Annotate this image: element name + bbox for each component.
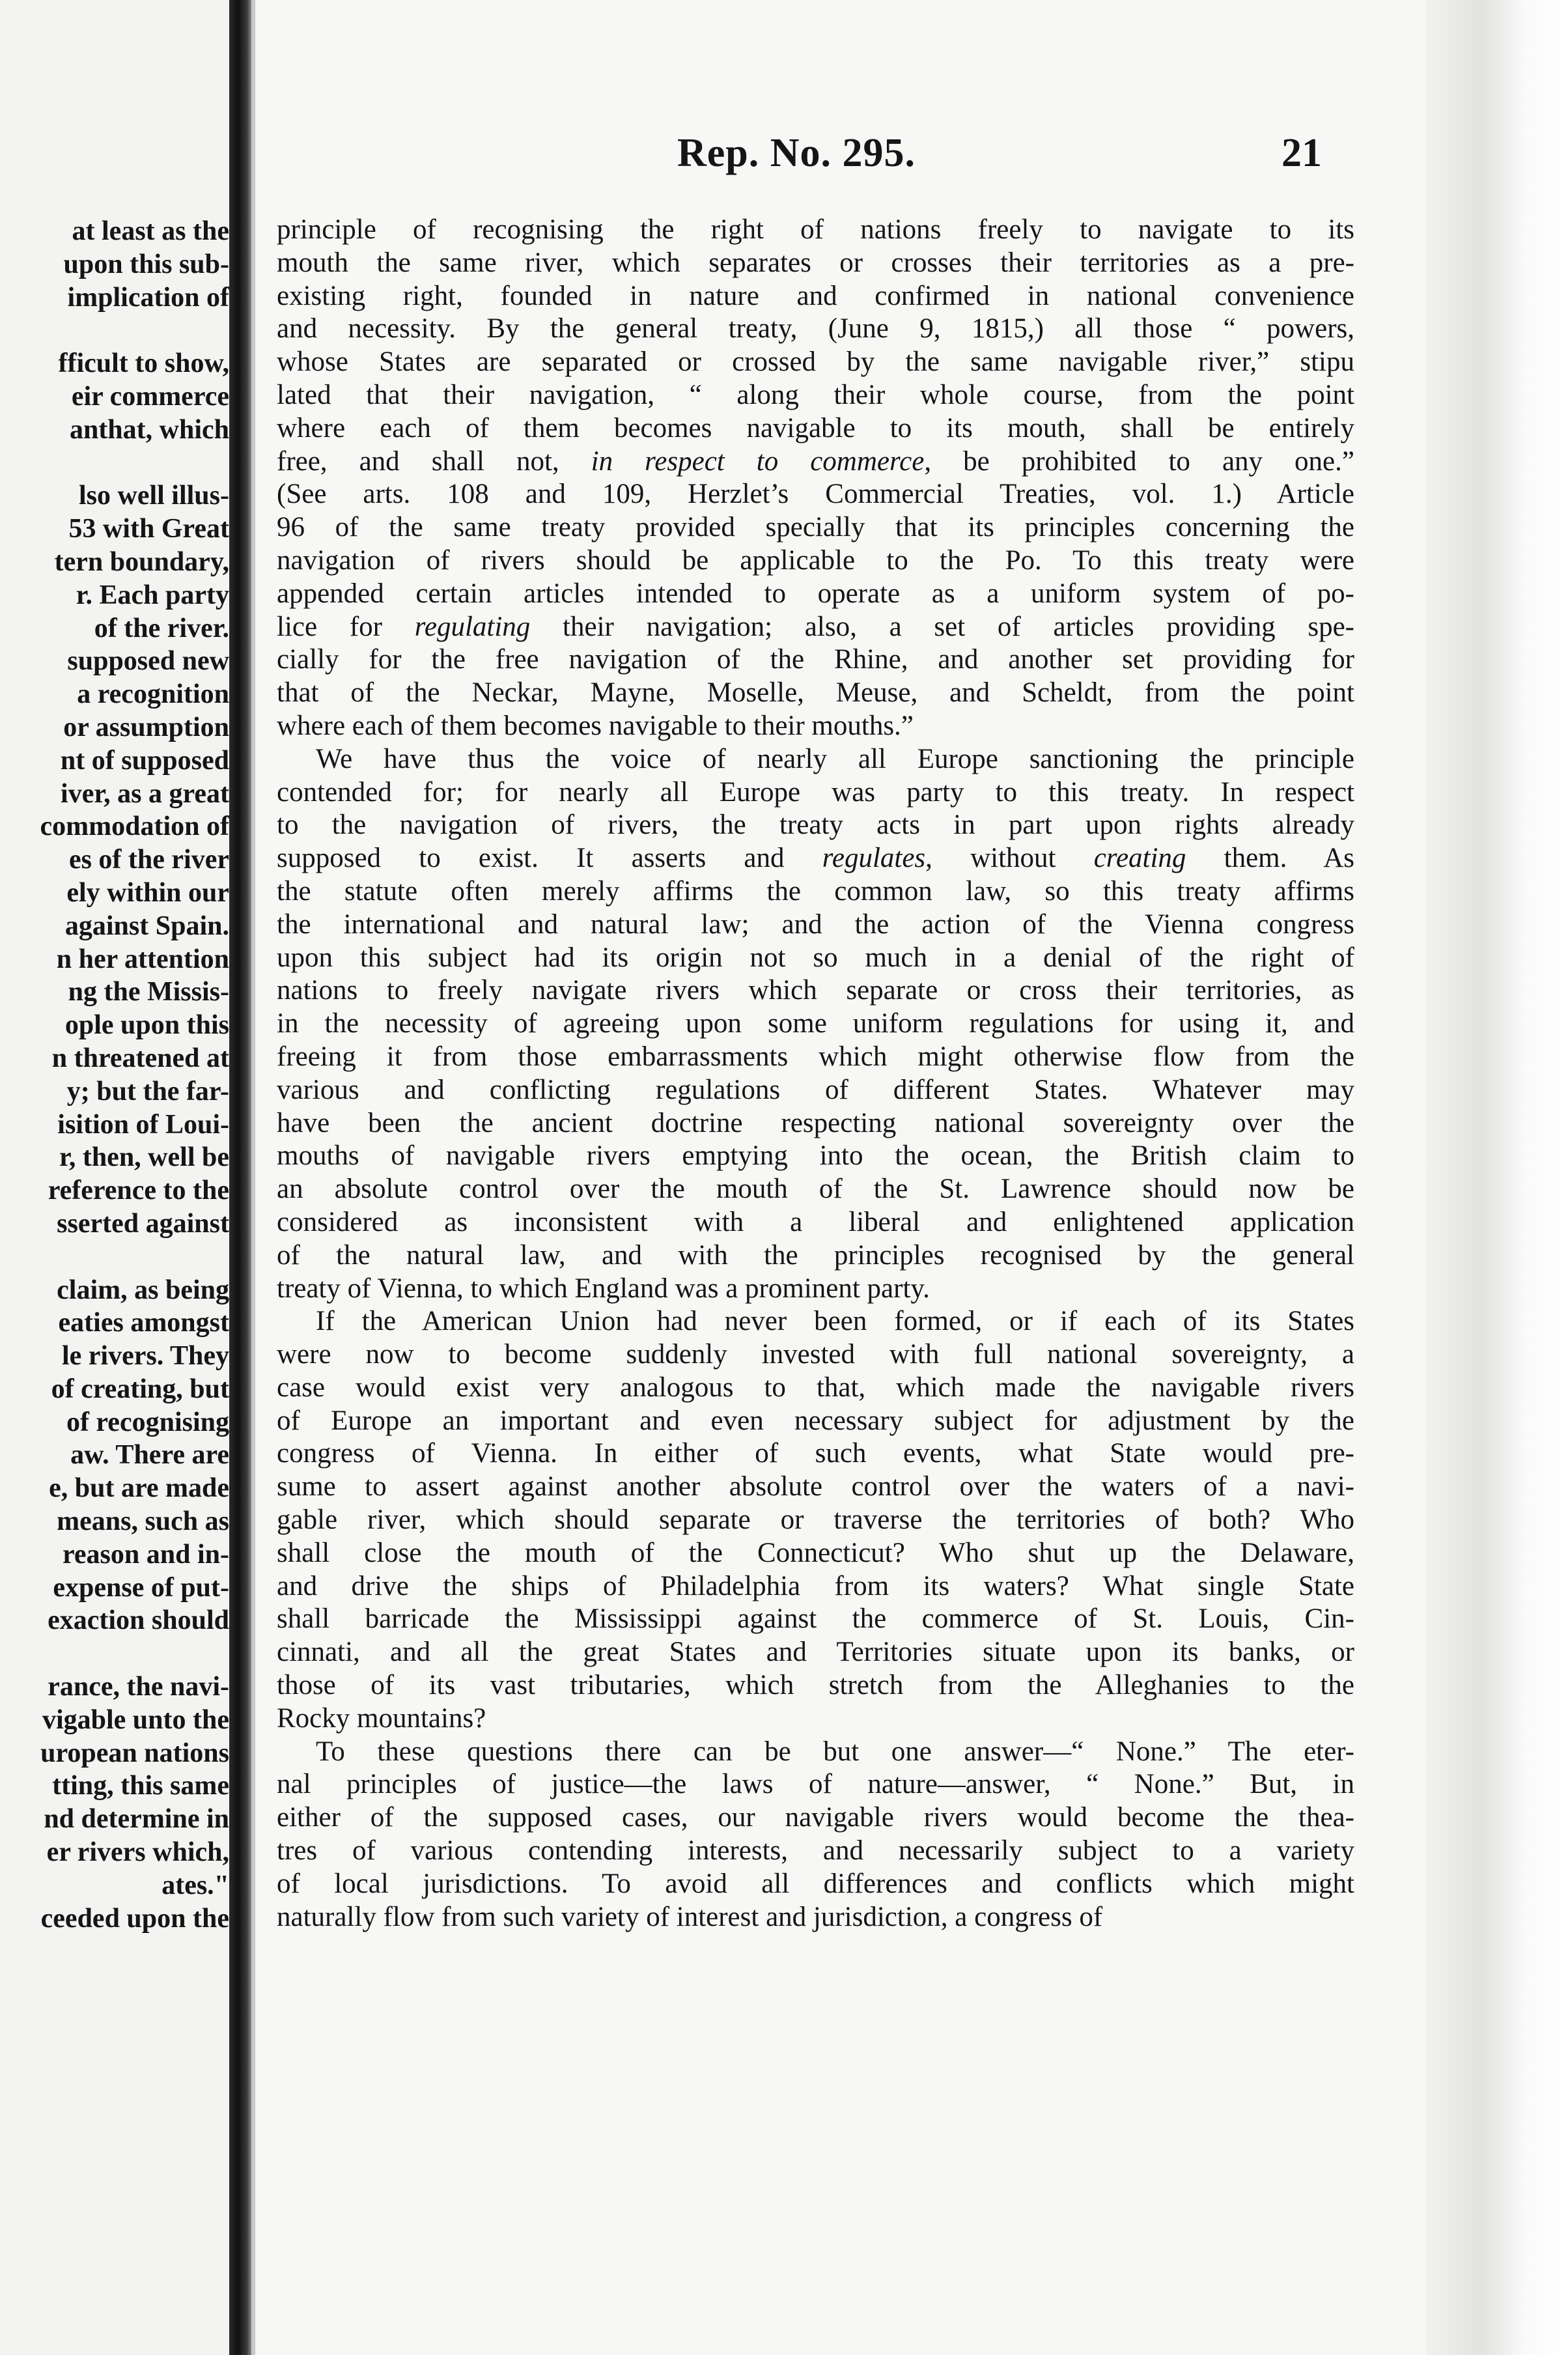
left-page-line: r. Each party <box>76 580 229 610</box>
body-line <box>277 1338 1354 1372</box>
left-page-line: claim, as being <box>57 1275 229 1305</box>
line-text: contended for; for nearly all Europe was party to this treaty. In respect <box>277 776 1354 808</box>
left-page-line: means, such as <box>57 1506 229 1537</box>
body-line <box>277 1305 1354 1338</box>
line-text: sume to assert against another absolute control over the waters of a navi- <box>277 1471 1354 1502</box>
body-line <box>277 1636 1354 1669</box>
line-text: gable river, which should separate or traverse the territories of both? Who <box>277 1504 1354 1536</box>
body-line <box>277 412 1354 445</box>
left-page-line: r, then, well be <box>59 1142 229 1173</box>
line-text: naturally flow from such variety of interest and jurisdiction, a congress of <box>277 1901 1103 1932</box>
left-page-line: nd determine in <box>44 1804 229 1835</box>
line-text: where each of them becomes navigable to their mouths.” <box>277 710 914 741</box>
line-text: either of the supposed cases, our navigable rivers would become the thea- <box>277 1802 1354 1833</box>
body-line <box>277 1008 1354 1041</box>
left-page-line: lso well illus- <box>78 481 229 511</box>
line-text: various and conflicting regulations of different States. Whatever may <box>277 1074 1354 1105</box>
line-text: were now to become suddenly invested with full national sovereignty, a <box>277 1339 1354 1370</box>
line-text: cinnati, and all the great States and Territories situate upon its banks, or <box>277 1637 1354 1668</box>
line-text: 96 of the same treaty provided specially that its principles concerning the <box>277 512 1354 543</box>
body-line <box>277 379 1354 412</box>
body-line <box>277 1173 1354 1206</box>
left-page-line: fficult to show, <box>58 348 229 379</box>
left-facing-page <box>0 0 234 2355</box>
body-line <box>277 1736 1354 1769</box>
line-text: , be prohibited to any one.” <box>924 445 1354 477</box>
left-page-line: le rivers. They <box>61 1341 229 1372</box>
body-line <box>277 1901 1354 1934</box>
left-page-line: es of the river <box>68 845 229 875</box>
line-text: their navigation; also, a set of articles providing spe- <box>530 611 1355 642</box>
body-line <box>277 1239 1354 1273</box>
left-page-line: n her attention <box>56 944 229 974</box>
body-line <box>277 1206 1354 1239</box>
left-page-line <box>0 447 229 480</box>
left-page-line: anthat, which <box>69 414 229 445</box>
left-page-line: implication of <box>67 282 229 313</box>
left-page-line: reference to the <box>48 1176 229 1206</box>
line-text: the international and natural law; and the action of the Vienna congress <box>277 909 1354 940</box>
body-line <box>277 1437 1354 1471</box>
line-text: upon this subject had its origin not so much in a denial of the right of <box>277 942 1354 973</box>
line-text: If the American Union had never been formed, or if each of its States <box>316 1306 1354 1337</box>
left-page-line: ople upon this <box>64 1010 229 1041</box>
body-line <box>277 1471 1354 1504</box>
left-page-line: nt of supposed <box>60 745 229 776</box>
line-text: freeing it from those embarrassments which might otherwise flow from the <box>277 1041 1354 1072</box>
line-text: treaty of Vienna, to which England was a prominent party. <box>277 1273 930 1304</box>
line-text: We have thus the voice of nearly all Europe sanctioning the principle <box>316 743 1354 774</box>
left-page-line <box>0 1241 229 1274</box>
line-text: Rocky mountains? <box>277 1702 486 1734</box>
left-page-line: uropean nations <box>40 1738 229 1768</box>
line-text: tres of various contending interests, and necessarily subject to a variety <box>277 1835 1354 1867</box>
body-line <box>277 346 1354 379</box>
left-page-line: er rivers which, <box>46 1837 229 1868</box>
line-text: those of its vast tributaries, which stretch from the Alleghanies to the <box>277 1670 1354 1701</box>
body-line <box>277 875 1354 909</box>
body-line <box>277 214 1354 247</box>
left-page-line: tern boundary, <box>54 546 229 577</box>
body-line <box>277 1768 1354 1801</box>
line-text: case would exist very analogous to that, which made the navigable rivers <box>277 1372 1354 1403</box>
line-text: them. As <box>1186 843 1354 874</box>
body-line <box>277 677 1354 710</box>
line-text: principle of recognising the right of nations freely to navigate to its <box>277 214 1354 245</box>
left-page-line: upon this sub- <box>63 249 229 279</box>
body-line <box>277 1537 1354 1570</box>
italic-text: regulates <box>822 843 926 874</box>
body-line <box>277 313 1354 346</box>
italic-text: regulating <box>414 611 531 642</box>
line-text: appended certain articles intended to operate as a uniform system of po- <box>277 578 1354 609</box>
left-page-text-column <box>0 215 229 1935</box>
left-page-line: e, but are made <box>49 1473 229 1504</box>
line-text: and necessity. By the general treaty, (June 9, 1815,) all those “ powers, <box>277 313 1354 345</box>
body-line <box>277 842 1354 875</box>
left-page-line: against Spain. <box>64 910 229 941</box>
left-page-line <box>0 1637 229 1671</box>
body-line <box>277 1074 1354 1107</box>
left-page-line: ng the Missis- <box>68 977 229 1008</box>
body-line <box>277 478 1354 511</box>
line-text: of the natural law, and with the principles recognised by the general <box>277 1239 1354 1271</box>
line-text: of Europe an important and even necessary subject for adjustment by the <box>277 1405 1354 1436</box>
line-text: that of the Neckar, Mayne, Moselle, Meuse, and Scheldt, from the point <box>277 677 1354 709</box>
line-text: where each of them becomes navigable to its mouth, shall be entirely <box>277 412 1354 444</box>
body-line <box>277 1372 1354 1405</box>
body-line <box>277 1107 1354 1140</box>
left-page-line: of creating, but <box>51 1374 229 1404</box>
left-page-line: eir commerce <box>71 381 229 412</box>
left-page-line: vigable unto the <box>42 1704 229 1735</box>
body-line <box>277 1669 1354 1702</box>
body-line <box>277 611 1354 644</box>
left-page-line: expense of put- <box>53 1572 229 1603</box>
report-title: Rep. No. 295. <box>677 131 916 175</box>
body-line <box>277 776 1354 810</box>
left-page-line: ceeded upon the <box>40 1903 229 1934</box>
left-page-line: iver, as a great <box>61 778 229 809</box>
left-page-line: n threatened at <box>51 1043 229 1073</box>
left-page-line: isition of Loui- <box>57 1109 229 1140</box>
body-line <box>277 511 1354 544</box>
body-line <box>277 710 1354 743</box>
left-page-line: or assumption <box>63 712 229 742</box>
left-page-line: tting, this same <box>52 1771 229 1801</box>
body-line <box>277 974 1354 1008</box>
line-text: lice for <box>277 611 415 642</box>
left-page-line: sserted against <box>57 1208 229 1239</box>
page-edge <box>1426 0 1568 2355</box>
body-line <box>277 445 1354 479</box>
book-gutter <box>229 0 251 2355</box>
left-page-line: commodation of <box>40 811 229 842</box>
body-line <box>277 1702 1354 1736</box>
line-text: considered as inconsistent with a liberal and enlightened application <box>277 1206 1354 1237</box>
line-text: nations to freely navigate rivers which separate or cross their territories, as <box>277 975 1354 1006</box>
left-page-line: of the river. <box>94 613 229 643</box>
body-line <box>277 247 1354 280</box>
body-line <box>277 1603 1354 1636</box>
left-page-line: a recognition <box>77 679 229 710</box>
body-line <box>277 280 1354 313</box>
left-page-line: exaction should <box>48 1605 229 1636</box>
line-text: To these questions there can be but one answer—“ None.” The eter- <box>316 1736 1354 1767</box>
body-line <box>277 643 1354 677</box>
line-text: (See arts. 108 and 109, Herzlet’s Commercial Treaties, vol. 1.) Article <box>277 479 1354 510</box>
left-page-line <box>0 314 229 347</box>
body-line <box>277 1041 1354 1074</box>
left-page-line: aw. There are <box>70 1440 229 1471</box>
body-line <box>277 809 1354 842</box>
body-line <box>277 544 1354 578</box>
line-text: navigation of rivers should be applicable to the Po. To this treaty were <box>277 544 1354 576</box>
italic-text: in respect to commerce <box>591 445 925 477</box>
body-line <box>277 942 1354 975</box>
body-line <box>277 1835 1354 1868</box>
body-text <box>277 214 1354 1934</box>
body-line <box>277 1273 1354 1306</box>
line-text: existing right, founded in nature and confirmed in national convenience <box>277 280 1354 311</box>
left-page-line: of recognising <box>66 1407 229 1437</box>
left-page-line: reason and in- <box>63 1539 229 1570</box>
line-text: congress of Vienna. In either of such events, what State would pre- <box>277 1438 1354 1469</box>
left-page-line: 53 with Great <box>68 514 229 544</box>
body-line <box>277 578 1354 611</box>
line-text: the statute often merely affirms the common law, so this treaty affirms <box>277 875 1354 907</box>
left-page-line: ates." <box>161 1870 229 1900</box>
line-text: , without <box>925 843 1094 874</box>
line-text: lated that their navigation, “ along their whole course, from the point <box>277 379 1354 410</box>
left-page-line: at least as the <box>72 216 229 246</box>
page-number: 21 <box>1281 131 1322 175</box>
body-line <box>277 1504 1354 1537</box>
body-line <box>277 1868 1354 1901</box>
body-line <box>277 1801 1354 1835</box>
line-text: an absolute control over the mouth of the St. Lawrence should now be <box>277 1174 1354 1205</box>
body-line <box>277 743 1354 776</box>
line-text: supposed to exist. It asserts and <box>277 843 822 874</box>
left-page-line: eaties amongst <box>58 1308 229 1338</box>
line-text: free, and shall not, <box>277 445 591 477</box>
line-text: whose States are separated or crossed by the same navigable river,” stipu <box>277 346 1354 378</box>
line-text: have been the ancient doctrine respecting national sovereignty over the <box>277 1107 1354 1138</box>
body-line <box>277 1140 1354 1173</box>
body-line <box>277 1405 1354 1438</box>
running-header <box>677 130 1322 182</box>
body-line <box>277 1570 1354 1603</box>
left-page-line: supposed new <box>67 646 229 677</box>
left-page-line: ely within our <box>66 877 229 908</box>
line-text: shall close the mouth of the Connecticut? Who shut up the Delaware, <box>277 1537 1354 1568</box>
left-page-line: y; but the far- <box>66 1076 229 1107</box>
line-text: and drive the ships of Philadelphia from its waters? What single State <box>277 1570 1354 1601</box>
line-text: of local jurisdictions. To avoid all differences and conflicts which might <box>277 1868 1354 1899</box>
italic-text: creating <box>1093 843 1186 874</box>
left-page-line: rance, the navi- <box>48 1672 229 1702</box>
line-text: nal principles of justice—the laws of nature—answer, “ None.” But, in <box>277 1769 1354 1800</box>
body-line <box>277 909 1354 942</box>
line-text: cially for the free navigation of the Rhine, and another set providing for <box>277 644 1354 675</box>
line-text: in the necessity of agreeing upon some uniform regulations for using it, and <box>277 1008 1354 1039</box>
line-text: shall barricade the Mississippi against the commerce of St. Louis, Cin- <box>277 1603 1354 1635</box>
line-text: mouths of navigable rivers emptying into the ocean, the British claim to <box>277 1140 1354 1172</box>
line-text: mouth the same river, which separates or crosses their territories as a pre- <box>277 247 1354 278</box>
line-text: to the navigation of rivers, the treaty acts in part upon rights already <box>277 810 1354 841</box>
